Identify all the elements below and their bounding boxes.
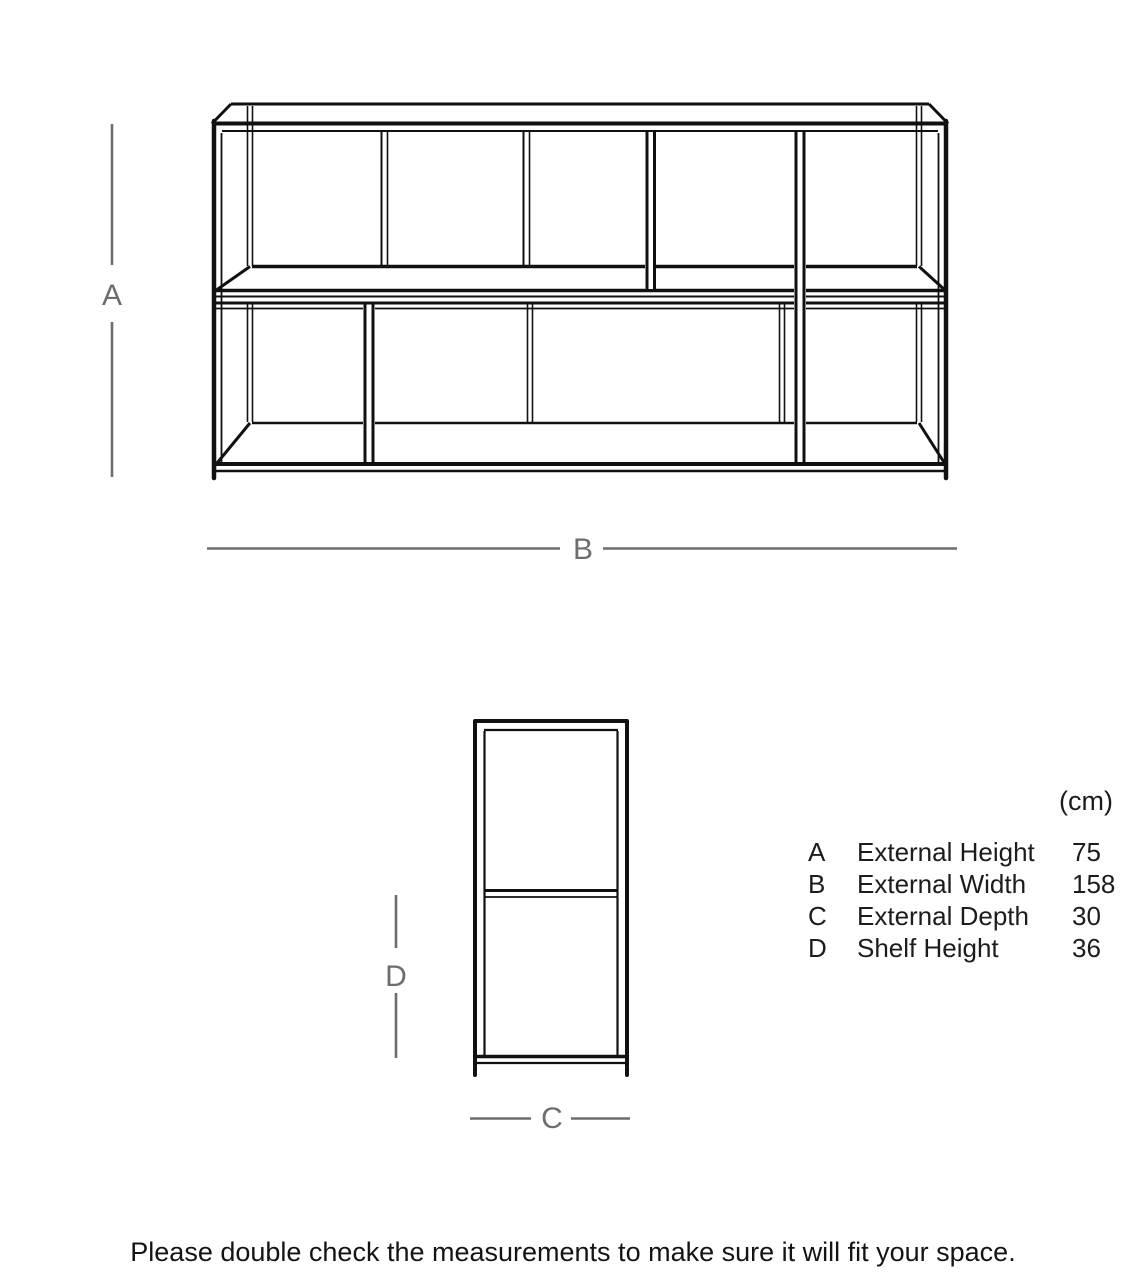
dimension-letter: D (808, 933, 827, 963)
dimension-name: External Height (857, 837, 1035, 867)
dimension-value: 75 (1072, 837, 1101, 867)
dimensions-table (808, 786, 1116, 964)
dimension-letter: B (808, 869, 826, 899)
dimension-value: 30 (1072, 901, 1101, 931)
dimension-value: 36 (1072, 933, 1101, 963)
dimension-name: External Width (857, 869, 1027, 899)
units-label: (cm) (1059, 786, 1113, 816)
side-view-drawing (474, 721, 628, 1075)
front-view-drawing (212, 104, 948, 478)
dimension-value: 158 (1072, 869, 1116, 899)
dimension-name: External Depth (857, 901, 1029, 931)
measurement-disclaimer: Please double check the measurements to make sure it will fit your space. (130, 1237, 1016, 1267)
dimension-row-a (808, 836, 1113, 868)
dim-label-b: B (572, 533, 594, 566)
dimension-name: Shelf Height (857, 933, 999, 963)
dimension-letter: C (808, 901, 827, 931)
dim-label-c: C (541, 1102, 563, 1135)
dim-label-a: A (101, 279, 123, 312)
dimension-row-c (808, 900, 1113, 932)
dimension-row-d (808, 932, 1113, 964)
dimension-letter: A (808, 837, 826, 867)
dim-label-d: D (385, 960, 407, 993)
dimension-row-b (808, 868, 1116, 900)
